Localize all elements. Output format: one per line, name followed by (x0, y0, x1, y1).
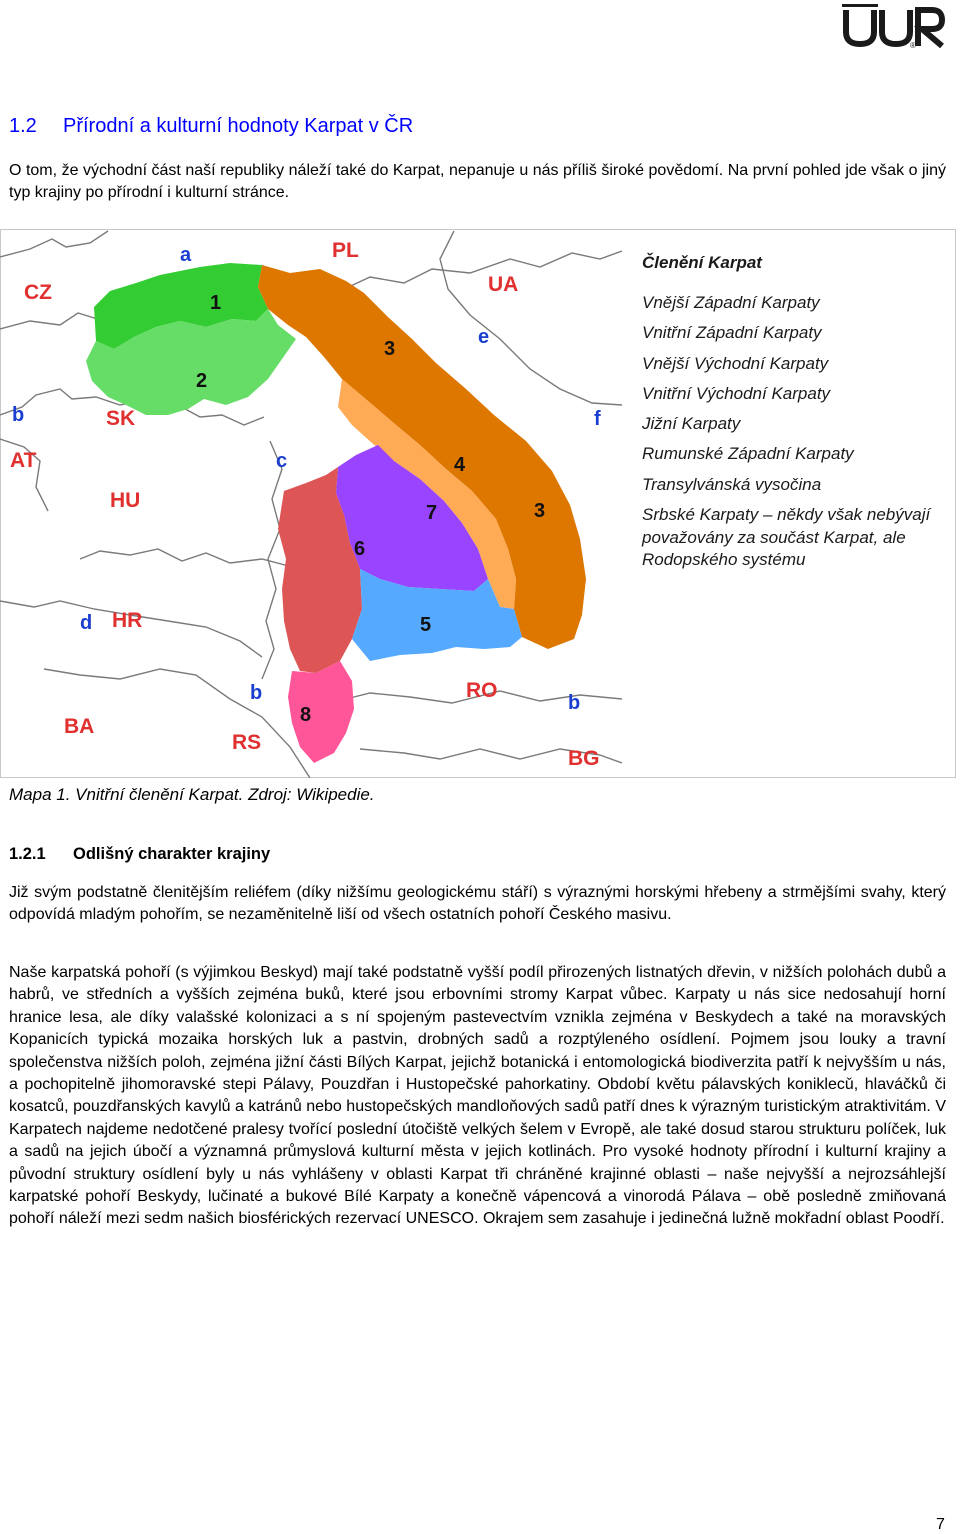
paragraph-2: Naše karpatská pohoří (s výjimkou Beskyd) mají také podstatně vyšší podíl přirozených listnatých dřevin, v nižších polohách dubů a habrů, ve středních a vyšších zejména buků, které jsou erbovními stromy Karpat vůbec. Karpaty u nás sice nedosahují horní hranice lesa, ale díky valašské kolonizaci a s ní spojeným pastevectvím vznikla zejména v Beskydech a také na moravských Kopanicích typická mozaika horských luk a pastvin, drobných sadů a rozptýleného osídlení. Pojmem jsou louky a travní společenstva nižších poloh, zejména jižní části Bílých Karpat, jejichž botanická i entomologická biodiverzita patří k nejvyšším u nás, a pochopitelně jihomoravské stepi Pálavy, Pouzdřan i Hustopečské pahorkatiny. Období květu pálavských koniklecǔ, hlaváčků či kosatců, pouzdřanských kavylů a katránů nebo hustopečských mandloňových sadů patří dnes k výrazným turistickým atraktivitám. V Karpatech najdeme nedotčené pralesy tvořící poslední útočiště velkých šelem v Evropě, ale také dosud starou strukturu políček, luk a sadů na jejich úbočí a významná průmyslová kulturní města v jejich kotlinách. Pro vysoké hodnoty přírodní i kulturní krajiny a původní struktury osídlení byly u nás vyhlášeny v oblasti Karpat tři chráněné krajinné oblasti – naše nejvyšší a nejrozsáhlejší karpatské pohoří Beskydy, lučinaté a bukové Bílé Karpaty a konečně vápencová a vinorodá Pálava – obě posledně zmiňovaná pohoří náleží mezi sedm našich biosférických rezervací UNESCO. Okrajem sem zasahuje i jedinečná lužně mokřadní oblast Poodří. (9, 964, 946, 1228)
uur-logo (838, 2, 950, 50)
page-number: 7 (936, 1516, 945, 1533)
country-label: RO (466, 679, 498, 702)
subsection-title: Odlišný charakter krajiny (73, 845, 271, 863)
legend-item: Vnitřní Západní Karpaty (642, 323, 822, 343)
paragraph-1: Již svým podstatně členitějším reliéfem (díky nižšímu geologickému stáří) s výraznými horskými hřebeny a strmějšími svahy, který odpovídá mladým pohořím, se nezaměnitelně liší od všech ostatních pohoří Českého masivu. (9, 884, 946, 924)
map-legend (642, 252, 942, 572)
legend-item: Srbské Karpaty – někdy však nebývají považovány za součást Karpat, ale Rodopského systému (642, 505, 931, 570)
region-number: 3 (534, 500, 546, 522)
region-number: 2 (196, 370, 208, 392)
legend-item: Jižní Karpaty (642, 414, 741, 434)
region-number: 3 (384, 338, 396, 360)
country-label: HR (112, 609, 143, 632)
letter-label: c (276, 450, 288, 472)
region-number: 4 (454, 454, 466, 476)
legend-item: Rumunské Západní Karpaty (642, 444, 854, 464)
subsection-heading (9, 845, 270, 864)
letter-label: d (80, 612, 93, 634)
carpathian-map (0, 229, 622, 778)
legend-item: Vnější Východní Karpaty (642, 353, 829, 373)
section-title: Přírodní a kulturní hodnoty Karpat v ČR (63, 115, 414, 137)
letter-label: b (568, 692, 581, 714)
region-8 (288, 661, 354, 763)
intro-paragraph: O tom, že východní část naší republiky náleží také do Karpat, nepanuje u nás příliš široké povědomí. Na první pohled jde však o jiný typ krajiny po přírodní i kulturní stránce. (9, 162, 946, 202)
letter-label: f (594, 408, 601, 430)
region-number: 8 (300, 704, 312, 726)
country-label: SK (106, 407, 136, 430)
section-heading (9, 115, 413, 138)
country-label: BG (568, 747, 600, 770)
legend-item: Vnější Západní Karpaty (642, 293, 820, 312)
country-label: AT (10, 449, 37, 472)
region-number: 6 (354, 538, 366, 560)
region-number: 5 (420, 614, 432, 636)
country-label: CZ (24, 281, 52, 304)
svg-text:®: ® (910, 41, 916, 50)
section-number: 1.2 (9, 115, 37, 137)
legend-item: Vnitřní Východní Karpaty (642, 383, 831, 403)
letter-label: e (478, 326, 490, 348)
country-label: BA (64, 715, 95, 738)
country-label: RS (232, 731, 262, 754)
legend-item: Transylvánská vysočina (642, 474, 822, 494)
map-caption: Mapa 1. Vnitřní členění Karpat. Zdroj: Wikipedie. (9, 785, 375, 804)
country-label: UA (488, 273, 519, 296)
letter-label: a (180, 244, 192, 266)
letter-label: b (12, 404, 25, 426)
region-number: 7 (426, 502, 438, 524)
region-number: 1 (210, 292, 222, 314)
country-label: PL (332, 239, 359, 262)
subsection-number: 1.2.1 (9, 845, 46, 863)
legend-title: Členění Karpat (642, 253, 762, 272)
country-label: HU (110, 489, 141, 512)
letter-label: b (250, 682, 263, 704)
